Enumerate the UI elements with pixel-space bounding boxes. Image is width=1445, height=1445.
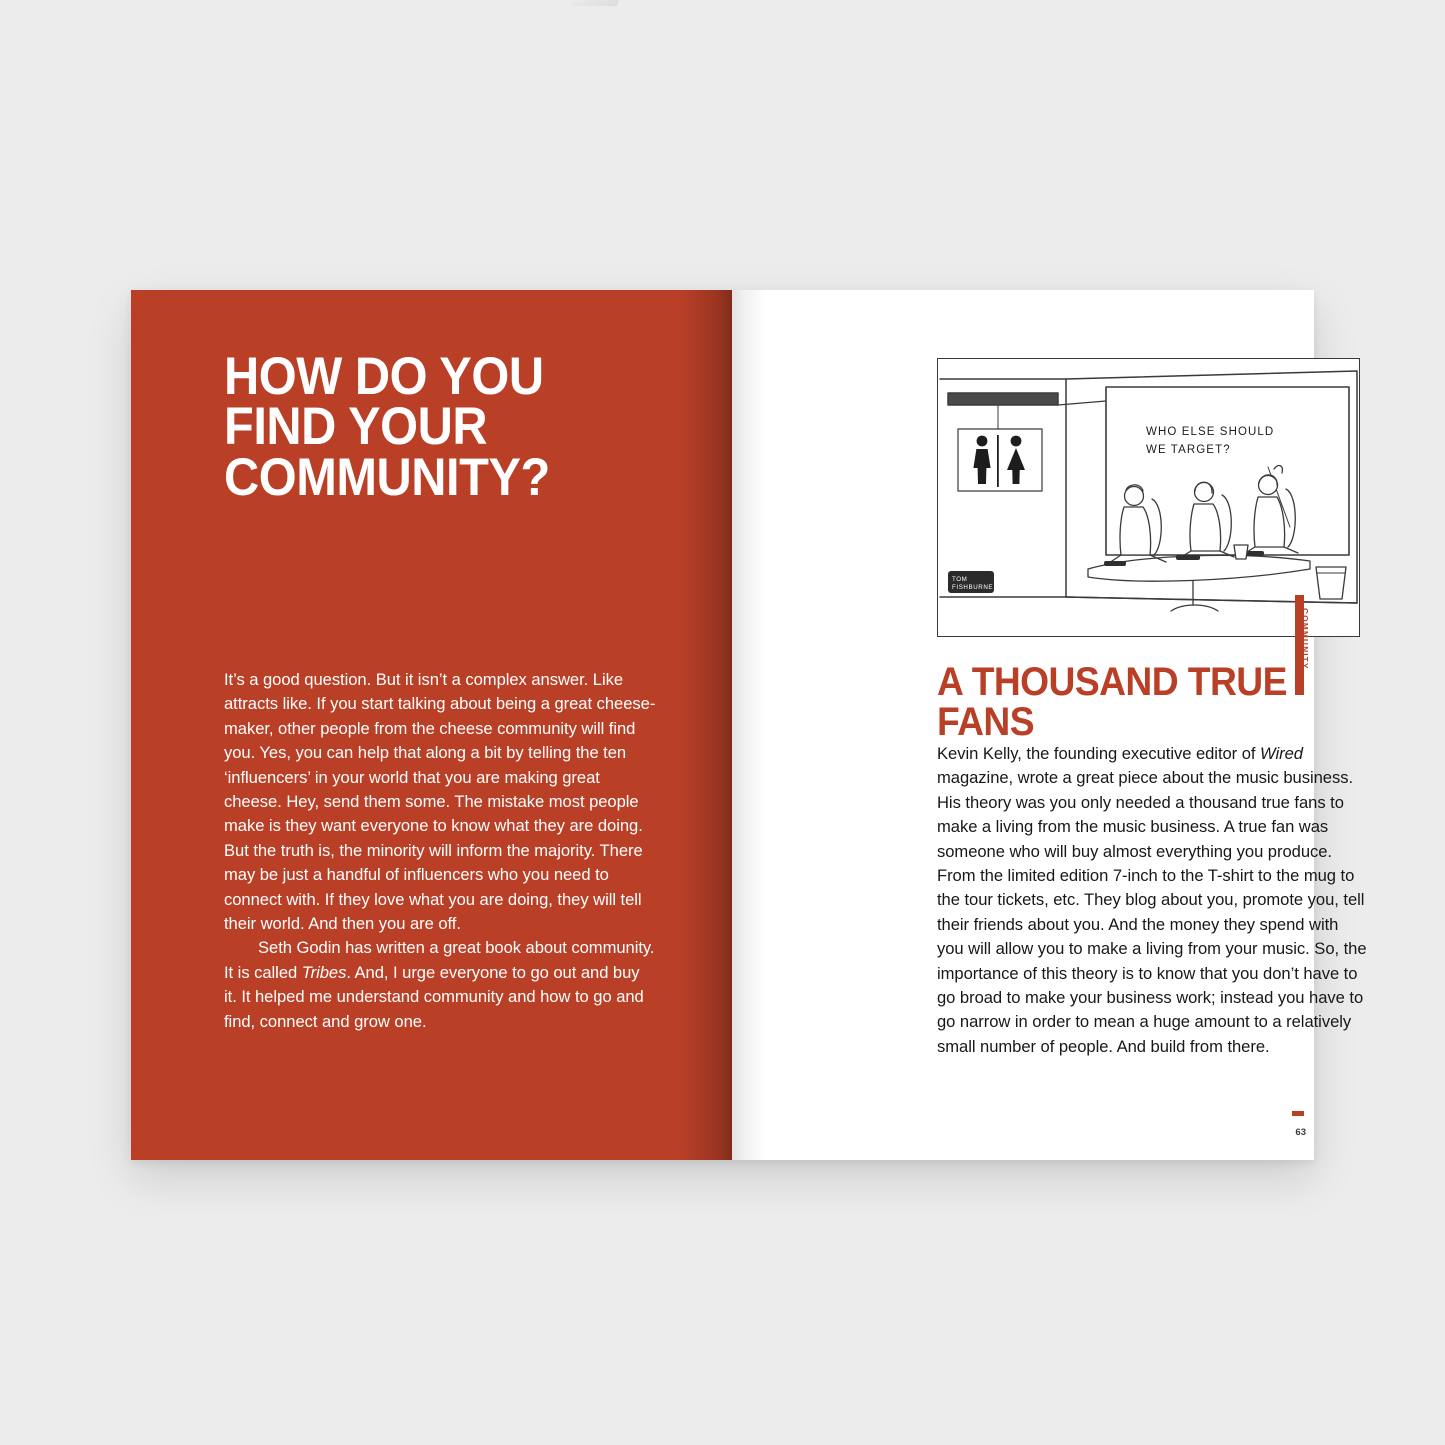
caption-line-1: WHO ELSE SHOULD (1146, 426, 1275, 438)
svg-text:FISHBURNE: FISHBURNE (952, 584, 994, 591)
section-heading: A THOUSAND TRUE FANS (937, 660, 1287, 744)
page-title (224, 347, 638, 507)
headline-line-1: HOW DO YOU (224, 347, 544, 406)
svg-text:TOM: TOM (952, 576, 968, 583)
left-paragraph-1: It’s a good question. But it isn’t a complex answer. Like attracts like. If you start talking about being a great cheese-maker, other people from the cheese community will find you. Yes, you can help that along a bit by telling the ten ‘influencers’ in your world that you are making great cheese. Hey, send them some. The mistake most people make is they want everyone to know what they are doing. But the truth is, the minority will inform the majority. There may be just a handful of influencers who you need to connect with. If they love what you are doing, they will tell their world. And then you are off. (224, 670, 656, 934)
right-paragraph-1 (937, 742, 1369, 1059)
left-paragraph-2-post: . And, I urge everyone to go out and buy it. It helped me understand community and how to go and find, connect and grow one. (224, 962, 644, 1031)
page-number: 63 (1295, 1127, 1306, 1138)
cartoonist-signature (948, 571, 994, 593)
right-body-post: magazine, wrote a great piece about the music business. His theory was you only needed a thousand true fans to make a living from the music business. A true fan was someone who will buy almost everything you produce. From the limited edition 7-inch to the T-shirt to the mug to the tour tickets, etc. They blog about you, promote you, tell their friends about you. And the money they spend with you will allow you to make a living from your music. So, the importance of this theory is to know that you don’t have to go broad to make your business work; instead you have to go narrow in order to mean a huge amount to a relatively small number of people. And build from there. (937, 768, 1367, 1056)
folio-rule (1292, 1111, 1304, 1116)
right-page (732, 290, 1367, 1160)
section-tab-label: COMMUNITY (1300, 608, 1310, 670)
left-paragraph-2-pre: Seth Godin has written a great book about community. It is called (224, 938, 655, 982)
page-curl (571, 0, 624, 6)
left-page (131, 290, 732, 1160)
left-paragraph-2 (224, 936, 656, 1034)
magazine-title-wired: Wired (1260, 744, 1303, 763)
open-book-spread (131, 290, 1367, 1160)
right-page-body (937, 742, 1369, 1059)
caption-line-2: WE TARGET? (1146, 444, 1231, 456)
headline-line-3: COMMUNITY? (224, 447, 550, 507)
left-page-body (224, 668, 656, 1034)
right-body-pre: Kevin Kelly, the founding executive editor of (937, 744, 1261, 763)
headline-line-2: FIND YOUR (224, 397, 488, 457)
book-title-tribes: Tribes (301, 962, 347, 982)
